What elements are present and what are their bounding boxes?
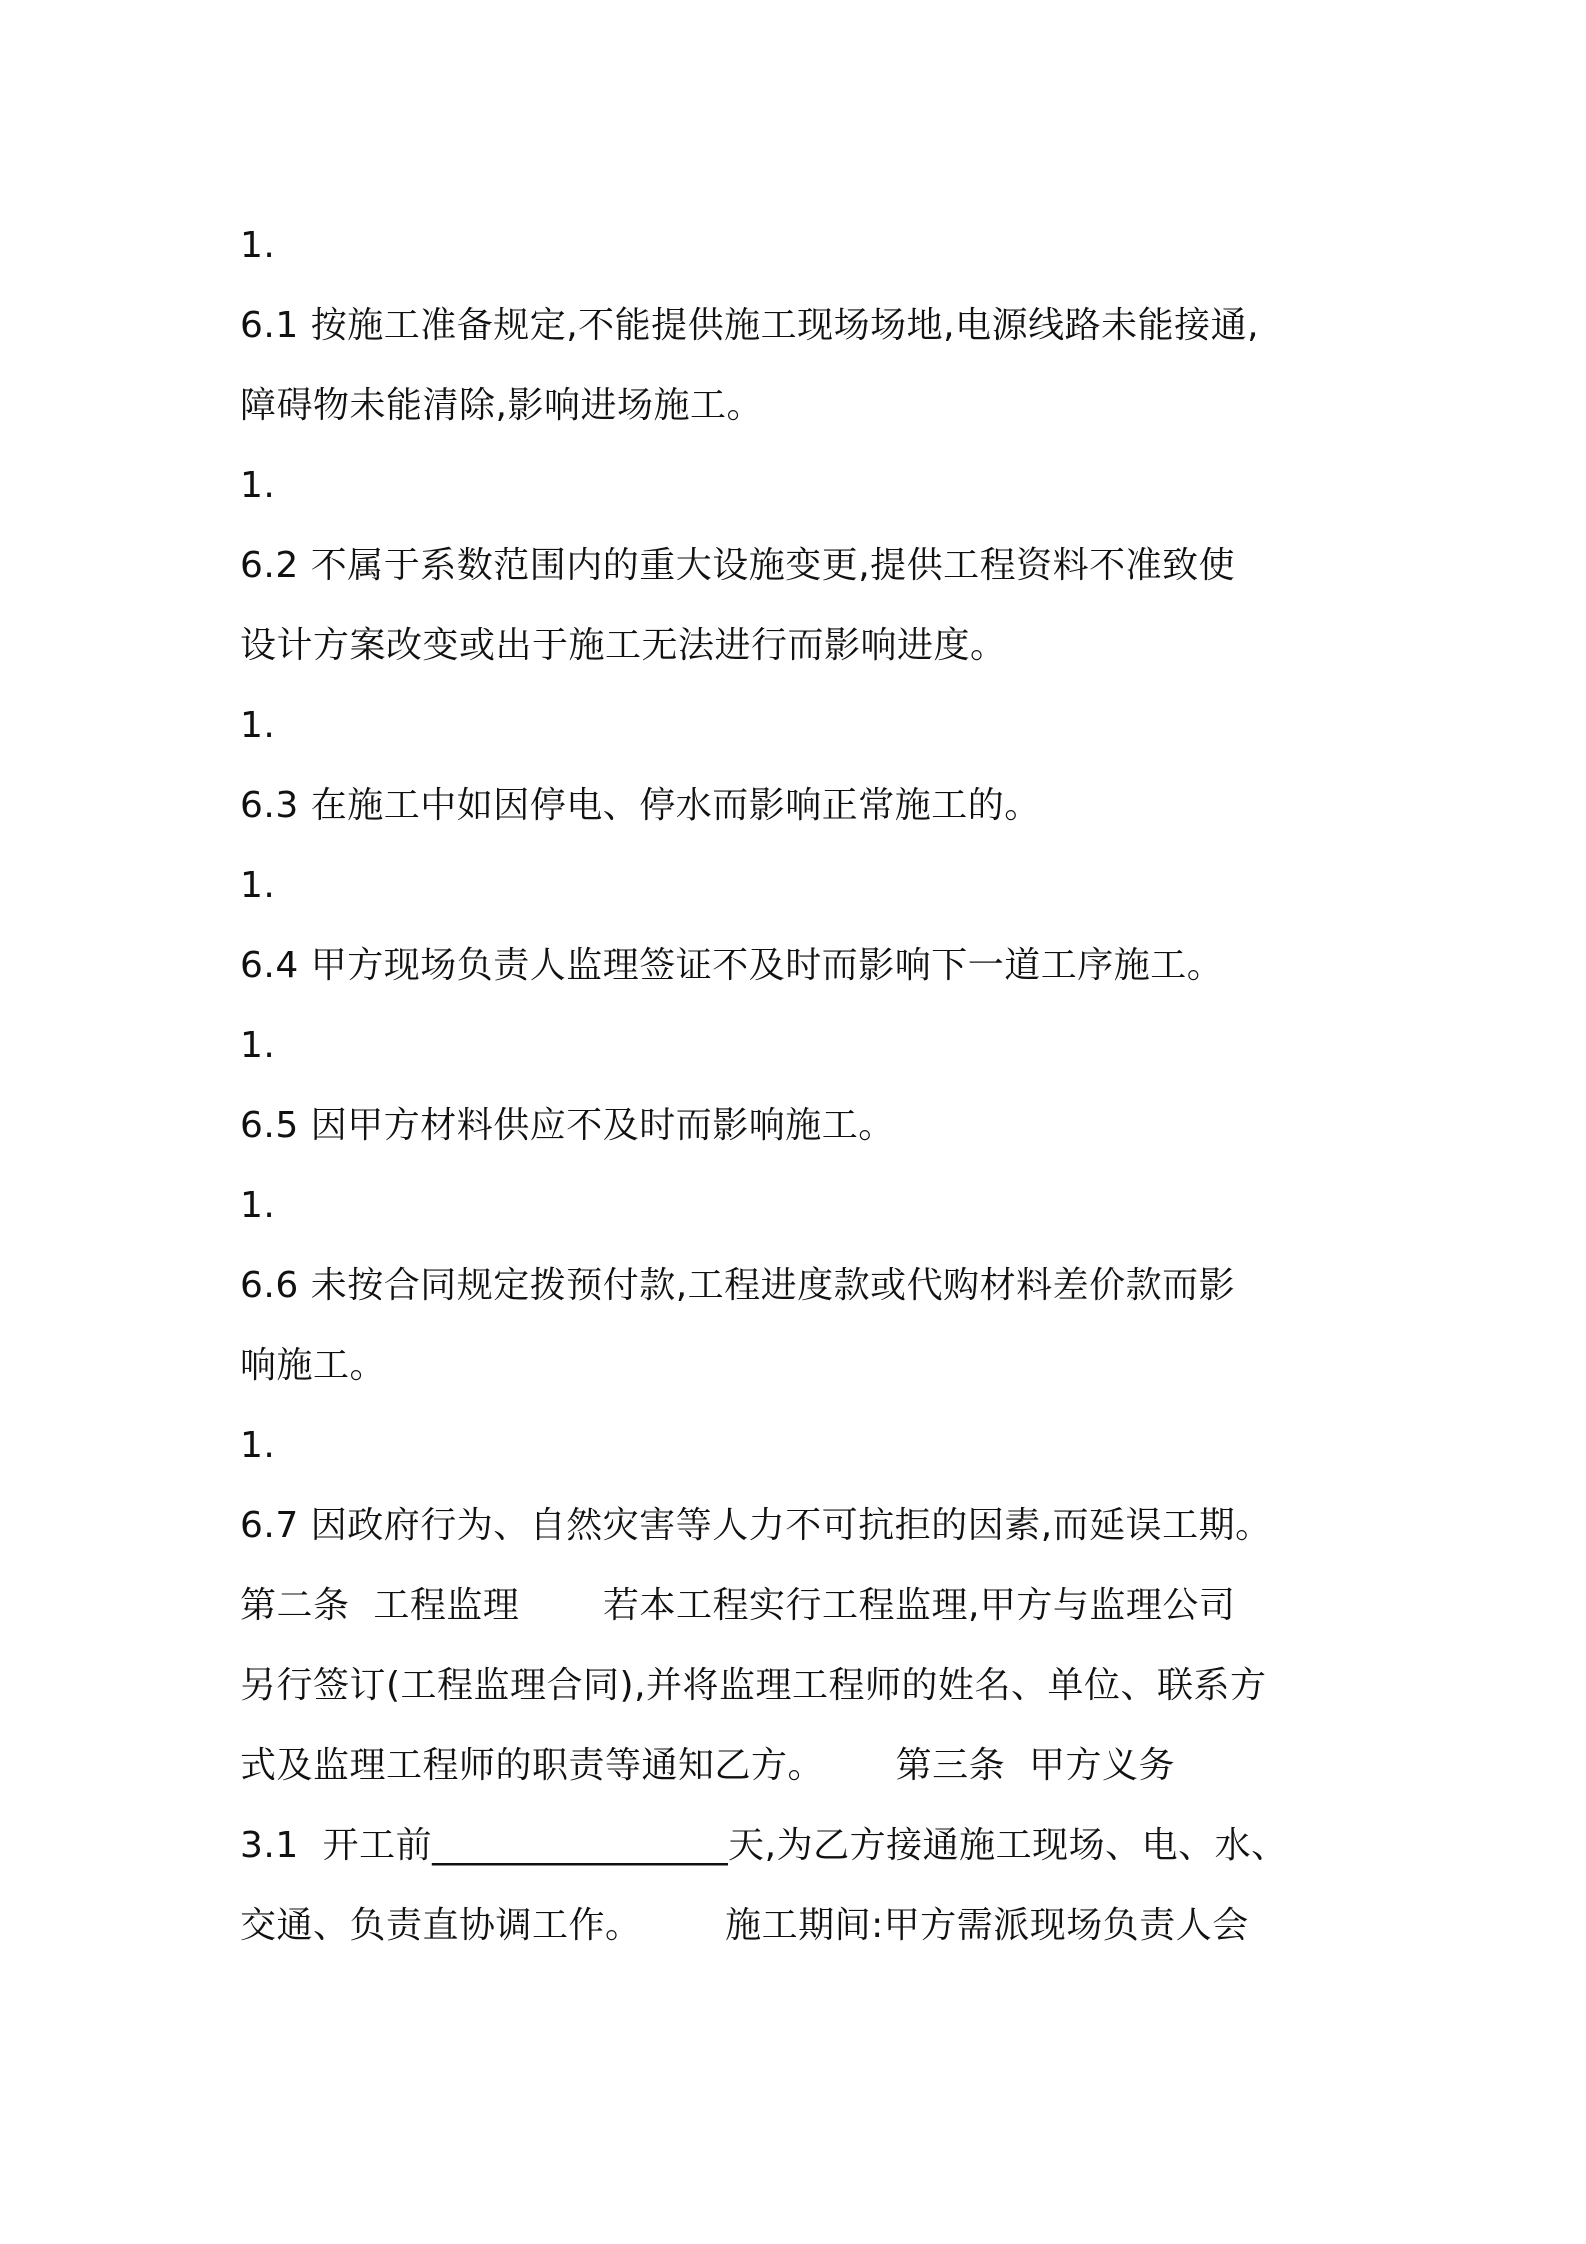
clause-3-1-line-1: 3.1 开工前________________天,为乙方接通施工现场、电、水、	[240, 1825, 1288, 1866]
list-number: 1.	[240, 1425, 276, 1466]
list-number: 1.	[240, 225, 276, 266]
clause-6-3: 6.3 在施工中如因停电、停水而影响正常施工的。	[240, 785, 1041, 826]
list-number: 1.	[240, 865, 276, 906]
article-2-line-3: 式及监理工程师的职责等通知乙方。 第三条 甲方义务	[240, 1745, 1176, 1786]
article-2-line-1: 第二条 工程监理 若本工程实行工程监理,甲方与监理公司	[240, 1585, 1236, 1626]
clause-6-2-line-1: 6.2 不属于系数范围内的重大设施变更,提供工程资料不准致使	[240, 545, 1236, 586]
clause-6-5: 6.5 因甲方材料供应不及时而影响施工。	[240, 1105, 895, 1146]
clause-6-6-line-2: 响施工。	[240, 1345, 387, 1386]
list-number: 1.	[240, 1185, 276, 1226]
list-number: 1.	[240, 705, 276, 746]
list-number: 1.	[240, 1025, 276, 1066]
article-2-line-2: 另行签订(工程监理合同),并将监理工程师的姓名、单位、联系方	[240, 1665, 1267, 1706]
clause-6-1-line-1: 6.1 按施工准备规定,不能提供施工现场场地,电源线路未能接通,	[240, 305, 1260, 346]
clause-6-6-line-1: 6.6 未按合同规定拨预付款,工程进度款或代购材料差价款而影	[240, 1265, 1236, 1306]
clause-6-1-line-2: 障碍物未能清除,影响进场施工。	[240, 385, 763, 426]
clause-3-1-line-2: 交通、负责直协调工作。 施工期间:甲方需派现场负责人会	[240, 1905, 1249, 1946]
clause-6-2-line-2: 设计方案改变或出于施工无法进行而影响进度。	[240, 625, 1007, 666]
clause-6-4: 6.4 甲方现场负责人监理签证不及时而影响下一道工序施工。	[240, 945, 1224, 986]
list-number: 1.	[240, 465, 276, 506]
document-page	[240, 206, 1370, 1966]
clause-6-7: 6.7 因政府行为、自然灾害等人力不可抗拒的因素,而延误工期。	[240, 1505, 1272, 1546]
